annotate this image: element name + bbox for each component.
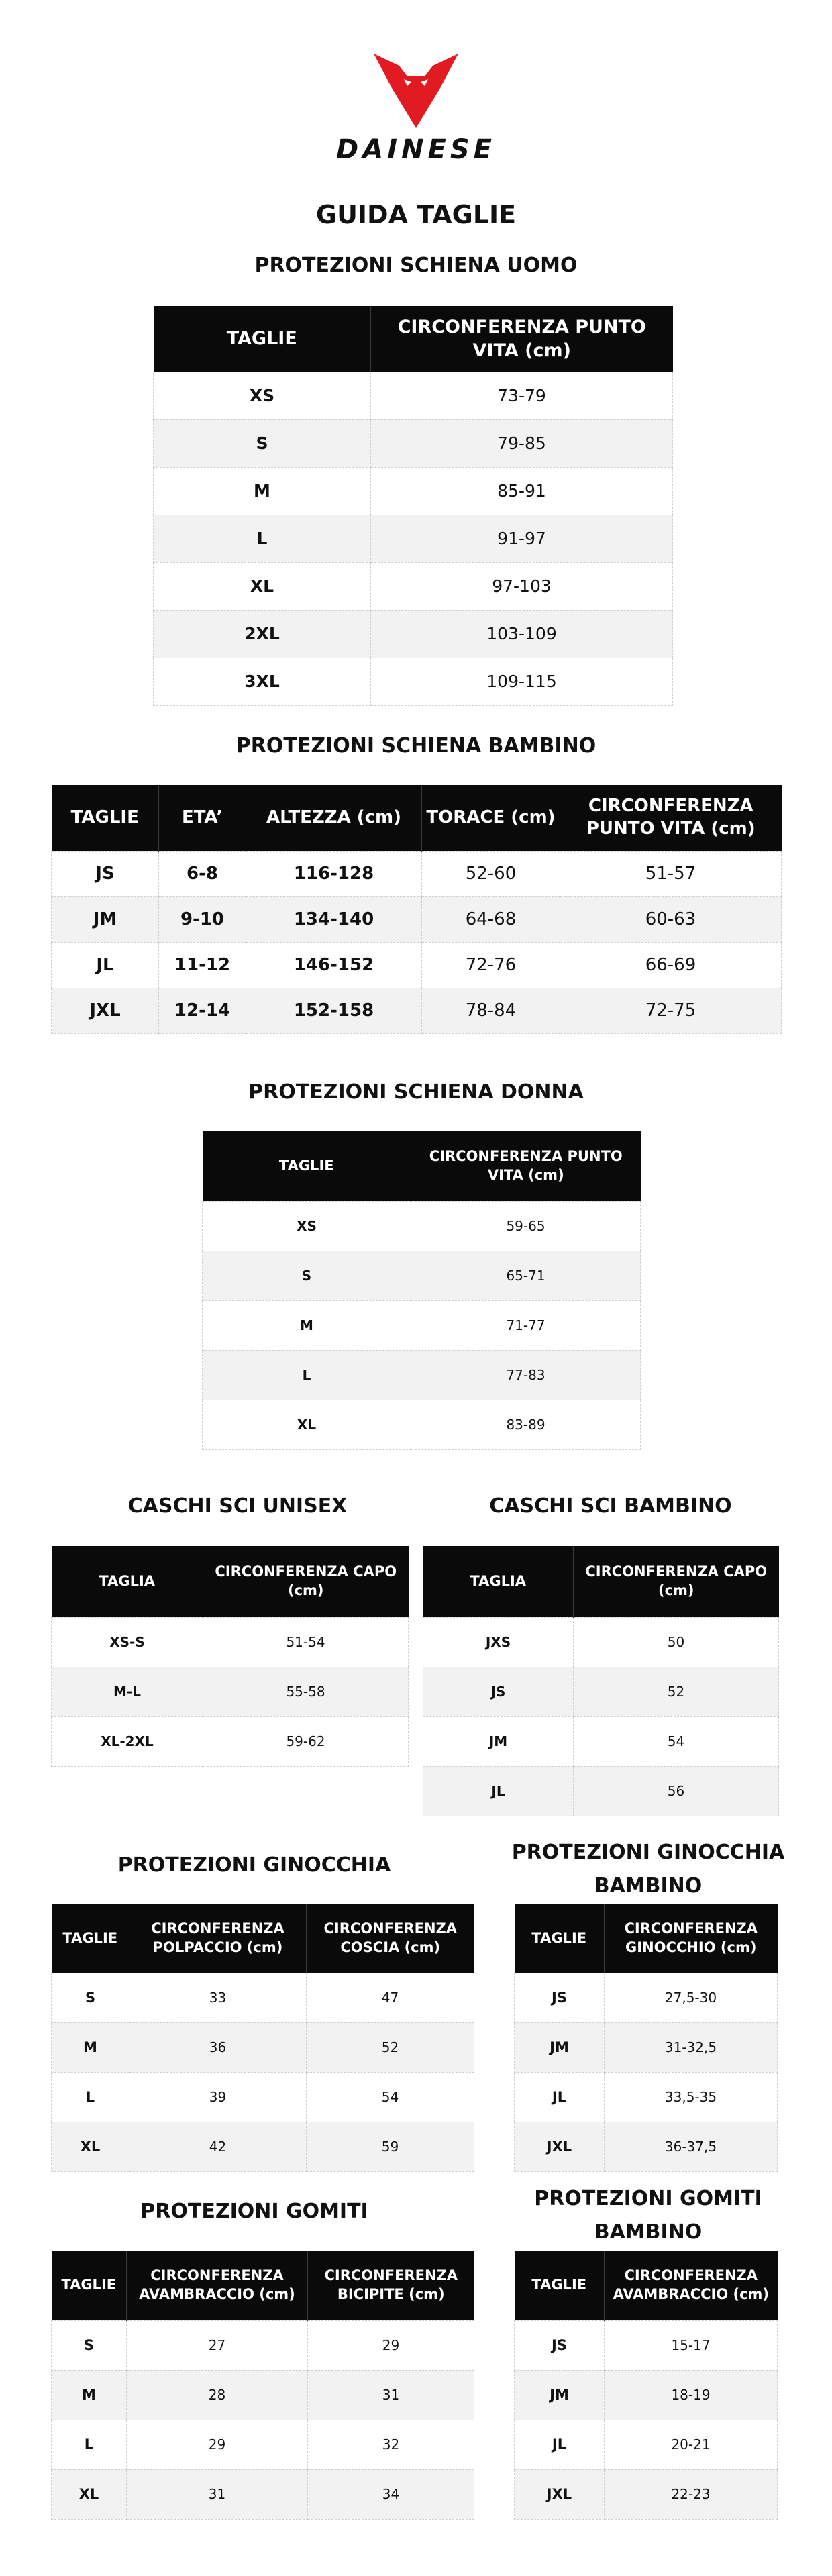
value-cell: 64-68 xyxy=(422,896,560,942)
value-cell: 77-83 xyxy=(411,1350,641,1400)
value-cell: 22-23 xyxy=(605,2469,778,2519)
column-header: TAGLIE xyxy=(203,1131,411,1201)
column-header: TAGLIA xyxy=(52,1546,203,1617)
column-header: CIRCONFERENZA PUNTO VITA (cm) xyxy=(560,785,782,851)
value-cell: 134-140 xyxy=(246,896,422,942)
table-row xyxy=(52,2320,474,2370)
table-row xyxy=(154,562,673,610)
brand-wordmark: DAINESE xyxy=(336,134,496,165)
column-header: CIRCONFERENZA POLPACCIO (cm) xyxy=(129,1904,307,1973)
section-title-gomiti: PROTEZIONI GOMITI xyxy=(140,2200,368,2223)
value-cell: 52 xyxy=(307,2022,474,2072)
size-cell: S xyxy=(52,1973,129,2022)
value-cell: 31 xyxy=(308,2370,474,2420)
size-cell: XL xyxy=(203,1400,411,1449)
section-title-schiena-bambino: PROTEZIONI SCHIENA BAMBINO xyxy=(236,734,596,758)
column-header: CIRCONFERENZA AVAMBRACCIO (cm) xyxy=(127,2251,308,2320)
size-cell: XS-S xyxy=(52,1617,203,1667)
size-cell: JXL xyxy=(515,2469,605,2519)
table-row xyxy=(154,658,673,705)
size-cell: S xyxy=(203,1251,411,1300)
value-cell: 34 xyxy=(308,2469,474,2519)
size-cell: XL xyxy=(52,2122,129,2171)
table-row xyxy=(52,2022,474,2072)
value-cell: 12-14 xyxy=(159,988,246,1033)
value-cell: 27 xyxy=(127,2320,308,2370)
size-cell: XS xyxy=(203,1201,411,1251)
size-cell: JM xyxy=(423,1716,574,1766)
size-cell: JL xyxy=(423,1766,574,1816)
table-schiena-donna xyxy=(202,1131,641,1450)
value-cell: 59 xyxy=(307,2122,474,2171)
column-header: TAGLIE xyxy=(515,1904,605,1973)
table-row xyxy=(515,2469,778,2519)
table-schiena-bambino xyxy=(51,785,782,1034)
table-header-row xyxy=(203,1131,641,1201)
table-row xyxy=(423,1716,779,1766)
size-cell: JM xyxy=(52,896,159,942)
table-row xyxy=(203,1201,641,1251)
value-cell: 52-60 xyxy=(422,851,560,896)
size-cell: JM xyxy=(515,2370,605,2420)
column-header: TAGLIE xyxy=(154,306,371,372)
size-cell: XL xyxy=(52,2469,127,2519)
value-cell: 29 xyxy=(308,2320,474,2370)
value-cell: 31 xyxy=(127,2469,308,2519)
size-cell: M xyxy=(52,2022,129,2072)
value-cell: 65-71 xyxy=(411,1251,641,1300)
size-cell: M xyxy=(52,2370,127,2420)
value-cell: 78-84 xyxy=(422,988,560,1033)
table-row xyxy=(154,419,673,467)
table-row xyxy=(423,1667,779,1716)
value-cell: 72-75 xyxy=(560,988,782,1033)
column-header: CIRCONFERENZA PUNTO VITA (cm) xyxy=(411,1131,641,1201)
size-cell: XS xyxy=(154,372,371,419)
value-cell: 103-109 xyxy=(371,610,673,658)
section-title-schiena-donna: PROTEZIONI SCHIENA DONNA xyxy=(248,1080,584,1104)
value-cell: 15-17 xyxy=(605,2320,778,2370)
table-row xyxy=(52,2122,474,2171)
value-cell: 50 xyxy=(574,1617,779,1667)
dainese-logo xyxy=(0,52,832,132)
section-title-gomiti-bambino: PROTEZIONI GOMITI BAMBINO xyxy=(534,2187,762,2244)
table-header-row xyxy=(515,1904,778,1973)
value-cell: 55-58 xyxy=(203,1667,409,1716)
table-caschi-unisex xyxy=(51,1546,409,1767)
table-row xyxy=(203,1350,641,1400)
section-title-ginocchia-bambino: PROTEZIONI GINOCCHIA BAMBINO xyxy=(511,1841,785,1898)
table-row xyxy=(203,1251,641,1300)
table-header-row xyxy=(52,785,782,851)
column-header: ALTEZZA (cm) xyxy=(246,785,422,851)
table-row xyxy=(515,2072,778,2122)
column-header: CIRCONFERENZA CAPO (cm) xyxy=(203,1546,409,1617)
size-cell: JXL xyxy=(52,988,159,1033)
value-cell: 36-37,5 xyxy=(605,2122,778,2171)
size-cell: XL xyxy=(154,562,371,610)
table-header-row xyxy=(52,1904,474,1973)
table-row xyxy=(52,2469,474,2519)
value-cell: 72-76 xyxy=(422,942,560,988)
table-ginocchia-bambino xyxy=(514,1904,778,2172)
value-cell: 73-79 xyxy=(371,372,673,419)
value-cell: 54 xyxy=(574,1716,779,1766)
dainese-devil-icon xyxy=(372,52,460,130)
value-cell: 59-62 xyxy=(203,1716,409,1766)
table-row xyxy=(154,610,673,658)
table-row xyxy=(52,988,782,1033)
size-cell: L xyxy=(52,2420,127,2469)
value-cell: 91-97 xyxy=(371,515,673,562)
section-title-schiena-uomo: PROTEZIONI SCHIENA UOMO xyxy=(254,254,578,277)
size-cell: JL xyxy=(52,942,159,988)
table-row xyxy=(154,515,673,562)
size-cell: JXL xyxy=(515,2122,605,2171)
value-cell: 116-128 xyxy=(246,851,422,896)
size-cell: JL xyxy=(515,2420,605,2469)
value-cell: 39 xyxy=(129,2072,307,2122)
size-cell: L xyxy=(154,515,371,562)
value-cell: 28 xyxy=(127,2370,308,2420)
section-title-caschi-unisex: CASCHI SCI UNISEX xyxy=(127,1494,348,1518)
table-row xyxy=(423,1617,779,1667)
table-schiena-uomo xyxy=(153,306,673,706)
column-header: TORACE (cm) xyxy=(422,785,560,851)
table-row xyxy=(52,1667,409,1716)
value-cell: 52 xyxy=(574,1667,779,1716)
value-cell: 6-8 xyxy=(159,851,246,896)
value-cell: 56 xyxy=(574,1766,779,1816)
size-cell: M xyxy=(154,467,371,515)
value-cell: 71-77 xyxy=(411,1300,641,1350)
column-header: TAGLIE xyxy=(52,1904,129,1973)
table-header-row xyxy=(154,306,673,372)
column-header: TAGLIE xyxy=(515,2251,605,2320)
column-header: ETA’ xyxy=(159,785,246,851)
table-row xyxy=(203,1300,641,1350)
size-cell: JS xyxy=(52,851,159,896)
table-row xyxy=(52,2370,474,2420)
table-row xyxy=(52,942,782,988)
size-cell: S xyxy=(52,2320,127,2370)
size-cell: 3XL xyxy=(154,658,371,705)
size-cell: XL-2XL xyxy=(52,1716,203,1766)
value-cell: 146-152 xyxy=(246,942,422,988)
table-header-row xyxy=(52,2251,474,2320)
size-cell: 2XL xyxy=(154,610,371,658)
table-header-row xyxy=(52,1546,409,1617)
column-header: CIRCONFERENZA COSCIA (cm) xyxy=(307,1904,474,1973)
value-cell: 60-63 xyxy=(560,896,782,942)
value-cell: 33 xyxy=(129,1973,307,2022)
column-header: TAGLIE xyxy=(52,2251,127,2320)
value-cell: 31-32,5 xyxy=(605,2022,778,2072)
section-title-ginocchia: PROTEZIONI GINOCCHIA xyxy=(117,1853,391,1877)
value-cell: 47 xyxy=(307,1973,474,2022)
size-cell: JM xyxy=(515,2022,605,2072)
value-cell: 54 xyxy=(307,2072,474,2122)
value-cell: 79-85 xyxy=(371,419,673,467)
column-header: CIRCONFERENZA AVAMBRACCIO (cm) xyxy=(605,2251,778,2320)
table-row xyxy=(515,2370,778,2420)
table-ginocchia xyxy=(51,1904,474,2172)
table-row xyxy=(515,1973,778,2022)
value-cell: 36 xyxy=(129,2022,307,2072)
section-title-caschi-bambino: CASCHI SCI BAMBINO xyxy=(489,1494,732,1518)
value-cell: 32 xyxy=(308,2420,474,2469)
table-row xyxy=(52,896,782,942)
table-row xyxy=(52,2072,474,2122)
table-caschi-bambino xyxy=(423,1546,779,1816)
table-row xyxy=(52,1973,474,2022)
column-header: CIRCONFERENZA BICIPITE (cm) xyxy=(308,2251,474,2320)
table-gomiti xyxy=(51,2251,474,2520)
size-cell: S xyxy=(154,419,371,467)
table-row xyxy=(154,372,673,419)
value-cell: 51-54 xyxy=(203,1617,409,1667)
value-cell: 85-91 xyxy=(371,467,673,515)
table-row xyxy=(52,1617,409,1667)
table-row xyxy=(423,1766,779,1816)
size-cell: M xyxy=(203,1300,411,1350)
column-header: CIRCONFERENZA GINOCCHIO (cm) xyxy=(605,1904,778,1973)
table-gomiti-bambino xyxy=(514,2251,778,2520)
table-row xyxy=(515,2022,778,2072)
value-cell: 27,5-30 xyxy=(605,1973,778,2022)
size-cell: JXS xyxy=(423,1617,574,1667)
value-cell: 152-158 xyxy=(246,988,422,1033)
value-cell: 11-12 xyxy=(159,942,246,988)
table-row xyxy=(515,2320,778,2370)
value-cell: 42 xyxy=(129,2122,307,2171)
value-cell: 109-115 xyxy=(371,658,673,705)
table-row xyxy=(515,2420,778,2469)
size-cell: L xyxy=(52,2072,129,2122)
column-header: CIRCONFERENZA PUNTO VITA (cm) xyxy=(371,306,673,372)
table-row xyxy=(154,467,673,515)
value-cell: 66-69 xyxy=(560,942,782,988)
column-header: TAGLIA xyxy=(423,1546,574,1617)
size-cell: JL xyxy=(515,2072,605,2122)
table-row xyxy=(515,2122,778,2171)
value-cell: 9-10 xyxy=(159,896,246,942)
value-cell: 97-103 xyxy=(371,562,673,610)
column-header: TAGLIE xyxy=(52,785,159,851)
table-row xyxy=(52,2420,474,2469)
value-cell: 20-21 xyxy=(605,2420,778,2469)
table-header-row xyxy=(515,2251,778,2320)
size-cell: L xyxy=(203,1350,411,1400)
value-cell: 51-57 xyxy=(560,851,782,896)
table-row xyxy=(52,1716,409,1766)
value-cell: 83-89 xyxy=(411,1400,641,1449)
size-cell: JS xyxy=(515,2320,605,2370)
size-cell: JS xyxy=(423,1667,574,1716)
value-cell: 18-19 xyxy=(605,2370,778,2420)
value-cell: 59-65 xyxy=(411,1201,641,1251)
table-header-row xyxy=(423,1546,779,1617)
size-cell: JS xyxy=(515,1973,605,2022)
page-title: GUIDA TAGLIE xyxy=(315,200,517,229)
size-cell: M-L xyxy=(52,1667,203,1716)
table-row xyxy=(203,1400,641,1449)
column-header: CIRCONFERENZA CAPO (cm) xyxy=(574,1546,779,1617)
table-row xyxy=(52,851,782,896)
value-cell: 33,5-35 xyxy=(605,2072,778,2122)
value-cell: 29 xyxy=(127,2420,308,2469)
